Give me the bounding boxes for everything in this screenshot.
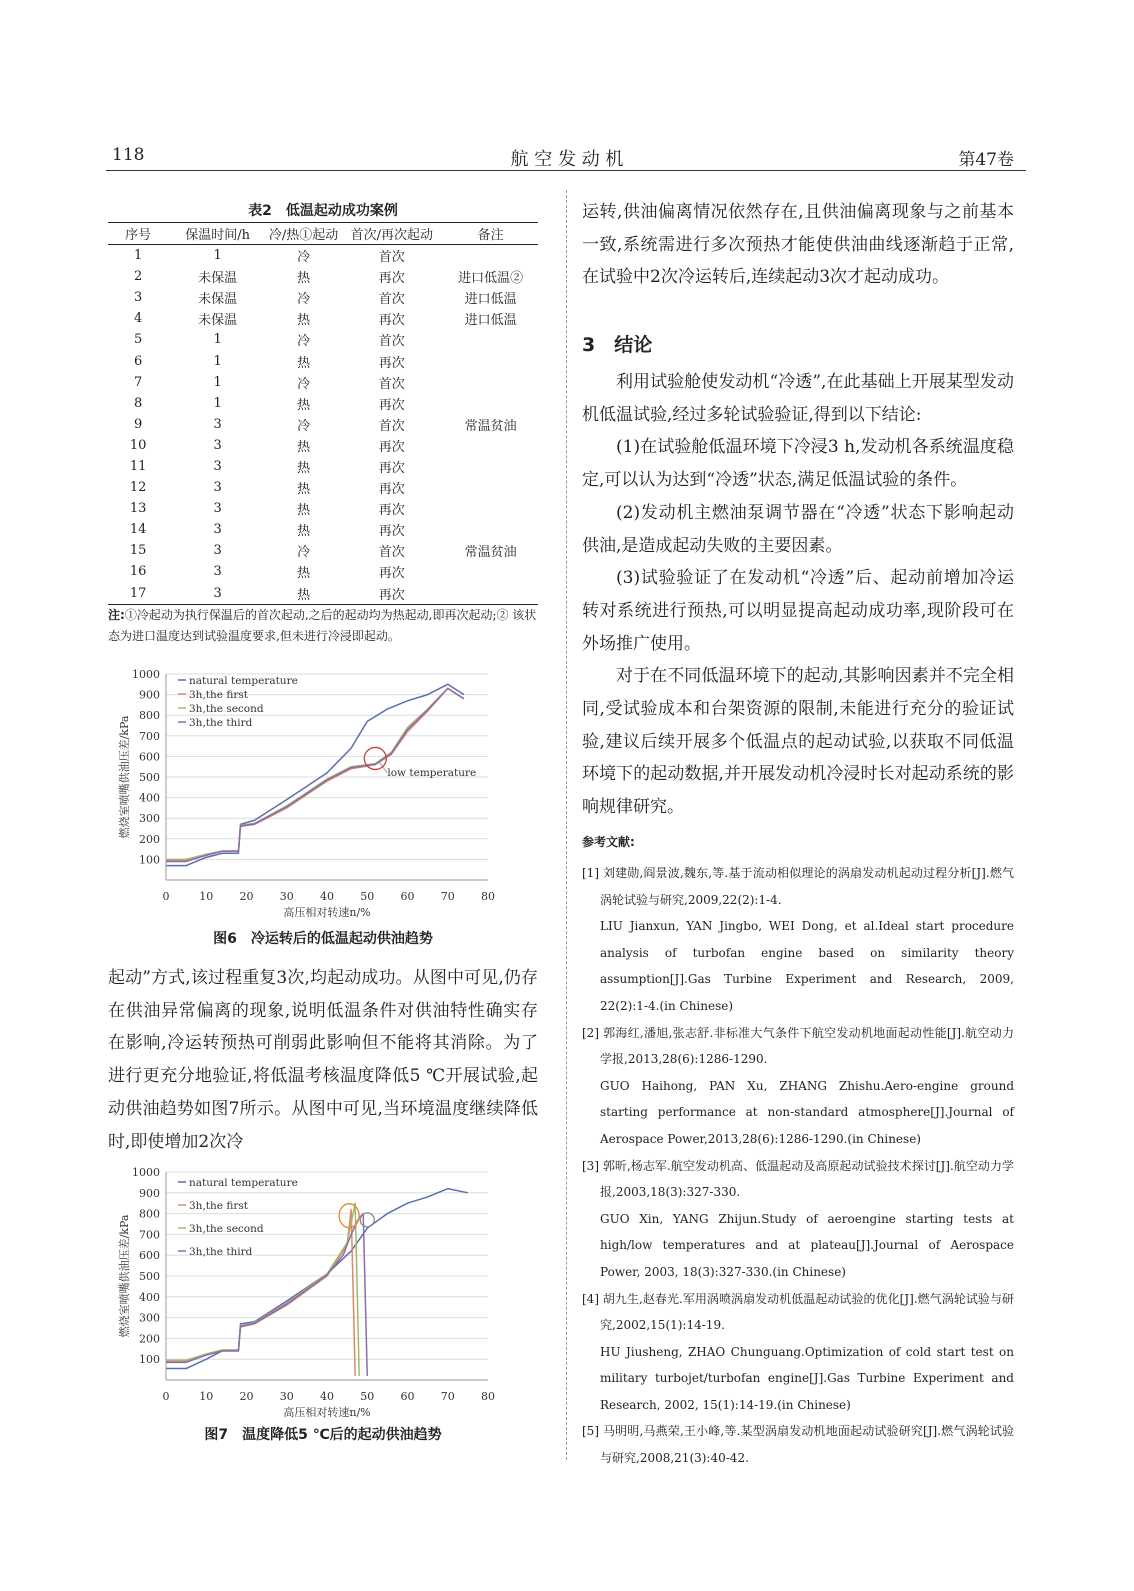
table-cell: 1 [213,248,222,264]
table-cell: 17 [108,583,168,605]
table-cell: 8 [133,395,143,411]
y-axis-label: 燃烧室喷嘴供油压差/kPa [118,715,131,839]
table-body [108,245,538,605]
x-tick-label: 0 [162,890,170,903]
table-cell: 2 [133,269,143,285]
series-line [166,1189,468,1369]
table-cell: 进口低温 [464,292,517,308]
table-cell: 未保温 [198,292,238,308]
figure-7-caption: 图7 温度降低5 ℃后的起动供油趋势 [204,1427,442,1443]
references-list [582,860,1014,1472]
figure-7-chart [108,1158,538,1420]
series-line [166,1214,367,1376]
table-cell: 常温贫油 [464,418,517,434]
x-axis-label: 高压相对转速n/% [283,1406,371,1419]
reference-item-en: LIU Jianxun, YAN Jingbo, WEI Dong, et al.Ideal start procedure analysis of turbofan engine based on similarity theory assumption[J].Gas Turbine Experiment and Research, 2009, 22(2):1-4.(in Chinese) [600,919,1014,1013]
references-heading: 参考文献: [582,835,635,849]
table-cell: 1 [213,353,222,369]
y-tick-label: 400 [139,1290,160,1304]
table-cell: 7 [133,374,143,390]
x-tick-label: 10 [199,890,214,903]
table-cell: 3 [213,480,222,496]
table-row [108,519,538,540]
legend-entry: 3h,the first [189,1200,248,1212]
table-row [108,498,538,519]
table-cell: 3 [213,543,222,559]
table-cell: 1 [213,332,222,348]
table-cell: 3 [213,522,222,538]
journal-title: 航 空 发 动 机 [510,149,624,170]
table-caption: 表2 低温起动成功案例 [248,203,398,219]
table-note [108,605,538,647]
table-cell: 未保温 [198,271,238,287]
y-tick-label: 700 [139,1228,160,1242]
x-tick-label: 10 [199,1390,214,1403]
y-tick-label: 700 [139,729,160,743]
x-tick-label: 40 [320,1390,334,1403]
legend-entry: 3h,the third [189,717,253,729]
column-header: 首次/再次起动 [340,223,443,245]
x-tick-label: 50 [360,890,375,903]
y-tick-label: 500 [139,1270,160,1283]
left-body-text [108,962,538,1158]
table-cell: 热 [297,460,311,476]
reference-item: [2] 郭海红,潘旭,张志舒.非标准大气条件下航空发动机地面起动性能[J].航空动力学报,2013,28(6):1286-1290. [582,1025,1014,1067]
table-cell: 热 [297,271,311,287]
table-row [108,414,538,435]
x-tick-label: 30 [279,1390,294,1403]
y-tick-label: 300 [139,812,160,826]
table-cell: 再次 [378,460,405,476]
table-cell: 1 [133,248,143,264]
table-cell: 热 [297,566,311,582]
table-cell: 再次 [378,313,405,329]
reference-item: [1] 刘建勋,阎景波,魏东,等.基于流动相似理论的涡扇发动机起动过程分析[J].燃气涡轮试验与研究,2009,22(2):1-4. [582,866,1014,907]
legend-entry: natural temperature [189,675,298,687]
table-cell [443,372,538,393]
y-tick-label: 600 [139,1249,160,1263]
y-tick-label: 600 [139,750,160,764]
table-cell: 10 [129,437,147,453]
table-cell: 再次 [378,439,405,455]
table-cell [443,245,538,267]
conclusion-paragraph: 利用试验舱使发动机“冷透”,在此基础上开展某型发动机低温试验,经过多轮试验验证,得到以下结论: [582,372,1014,425]
table-cell: 3 [213,501,222,517]
reference-item-en: GUO Haihong, PAN Xu, ZHANG Zhishu.Aero-engine ground starting performance at non-standard atmosphere[J].Journal of Aerospace Power,2013,28(6):1286-1290.(in Chinese) [600,1078,1014,1146]
table-cell [443,329,538,350]
table-cell [443,519,538,540]
column-header: 保温时间/h [168,223,267,245]
table-cell: 3 [213,564,222,580]
legend-entry: 3h,the second [189,703,264,715]
y-tick-label: 900 [139,688,160,702]
table-cell: 首次 [378,250,405,266]
column-header: 序号 [108,223,168,245]
table-cell: 再次 [378,397,405,413]
legend-entry: natural temperature [189,1177,298,1189]
table-cell: 首次 [378,376,405,392]
table-row [108,287,538,308]
right-paragraph: 运转,供油偏离情况依然存在,且供油偏离现象与之前基本一致,系统需进行多次预热才能使供油曲线逐渐趋于正常,在试验中2次冷运转后,连续起动3次才起动成功。 [582,202,1014,288]
y-tick-label: 300 [139,1311,160,1325]
y-tick-label: 100 [139,853,160,867]
x-axis-label: 高压相对转速n/% [283,906,371,919]
table-cell: 进口低温 [464,313,517,329]
x-tick-label: 70 [440,890,455,903]
note-text: ①冷起动为执行保温后的首次起动,之后的起动均为热起动,即再次起动;② 该状态为进口温度达到试验温度要求,但未进行冷浸即起动。 [108,608,537,643]
reference-item: [5] 马明明,马燕荣,王小峰,等.某型涡扇发动机地面起动试验研究[J].燃气涡轮试验与研究,2008,21(3):40-42. [582,1424,1014,1466]
table-cell: 14 [129,522,147,538]
conclusion-text [582,366,1014,824]
table-cell: 再次 [378,482,405,498]
legend-entry: 3h,the first [189,689,248,701]
conclusion-paragraph: (3)试验验证了在发动机“冷透”后、起动前增加冷运转对系统进行预热,可以明显提高起动成功率,现阶段可在外场推广使用。 [582,568,1014,654]
table-cell: 冷 [297,292,311,308]
table-cell: 冷 [297,334,311,350]
table-row [108,350,538,371]
x-tick-label: 0 [162,1390,170,1403]
table-row [108,561,538,582]
right-body-text-top [582,196,1014,294]
table-cell: 6 [133,353,143,369]
header-rule [106,170,1026,171]
table-cell [443,583,538,605]
table-cell: 12 [129,480,147,496]
figure-6-chart [108,660,538,920]
conclusion-paragraph: (2)发动机主燃油泵调节器在“冷透”状态下影响起动供油,是造成起动失败的主要因素。 [582,502,1014,556]
cases-table [108,222,538,605]
y-tick-label: 800 [139,1207,160,1221]
table-cell: 9 [133,416,143,432]
table-cell: 3 [213,437,222,453]
table-cell: 11 [129,458,147,474]
reference-item-en: GUO Xin, YANG Zhijun.Study of aeroengine starting tests at high/low temperatures and at plateau[J].Journal of Aerospace Power, 2003, 18(3):327-330.(in Chinese) [600,1211,1014,1279]
volume-label: 第47卷 [958,150,1014,170]
table-row [108,435,538,456]
table-cell: 再次 [378,503,405,519]
table-cell: 首次 [378,292,405,308]
table-header-row [108,223,538,245]
x-tick-label: 20 [239,1390,254,1403]
table-cell: 再次 [340,583,443,605]
x-tick-label: 50 [360,1390,375,1403]
y-tick-label: 1000 [132,1166,160,1179]
annotation-circle [360,1213,374,1227]
table-row [108,266,538,287]
table-cell: 热 [297,397,311,413]
reference-item-en: HU Jiusheng, ZHAO Chunguang.Optimization of cold start test on military turbojet/turbofan engine[J].Gas Turbine Experiment and Research, 2002, 15(1):14-19.(in Chinese) [600,1344,1014,1412]
table-row [108,308,538,329]
table-cell: 再次 [378,355,405,371]
table-cell: 3 [213,416,222,432]
y-tick-label: 500 [139,771,160,784]
table-cell: 热 [297,313,311,329]
table-cell: 1 [213,395,222,411]
x-tick-label: 60 [400,1390,415,1403]
table-cell: 再次 [378,271,405,287]
table-cell [443,477,538,498]
column-divider [566,190,567,1460]
table-row [108,245,538,267]
table-cell: 1 [213,374,222,390]
figure-6-caption: 图6 冷运转后的低温起动供油趋势 [213,931,433,947]
table-cell [443,350,538,371]
table-cell: 13 [129,501,147,517]
y-tick-label: 1000 [132,668,160,681]
table-cell: 3 [213,458,222,474]
left-paragraph: 起动”方式,该过程重复3次,均起动成功。从图中可见,仍存在供油异常偏离的现象,说明低温条件对供油特性确实存在影响,冷运转预热可削弱此影响但不能将其消除。为了进行更充分地验证,将低温考核温度降低5 ℃开展试验,起动供油趋势如图7所示。从图中可见,当环境温度继续降低时,即使增加2次冷 [108,968,538,1152]
table-cell: 5 [133,332,143,348]
section-heading: 3 结论 [582,334,653,356]
column-header: 备注 [443,223,538,245]
table-cell [443,435,538,456]
table-cell: 冷 [297,418,311,434]
x-tick-label: 60 [400,890,415,903]
x-tick-label: 80 [481,1390,495,1403]
legend-entry: 3h,the third [189,1246,253,1258]
table-cell: 3 [133,290,143,306]
conclusion-paragraph: (1)在试验舱低温环境下冷浸3 h,发动机各系统温度稳定,可以认为达到“冷透”状态,满足低温试验的条件。 [582,437,1014,491]
table-cell: 3 [168,583,267,605]
annotation-label: low temperature [387,766,477,779]
x-tick-label: 30 [279,890,294,903]
table-cell: 再次 [378,524,405,540]
table-cell: 首次 [378,418,405,434]
table-cell [443,561,538,582]
x-tick-label: 80 [481,890,495,903]
table-row [108,477,538,498]
reference-item: [4] 胡九生,赵春光.军用涡喷涡扇发动机低温起动试验的优化[J].燃气涡轮试验与研究,2002,15(1):14-19. [582,1291,1014,1333]
table-row [108,329,538,350]
table-cell [443,393,538,414]
table-cell [443,456,538,477]
table-row [108,583,538,605]
table-cell: 热 [297,355,311,371]
table-cell: 未保温 [198,313,238,329]
table-cell: 首次 [378,334,405,350]
table-cell: 首次 [378,545,405,561]
x-tick-label: 20 [239,890,254,903]
table-cell: 15 [129,543,147,559]
table-cell: 常温贫油 [464,545,517,561]
table-cell: 冷 [297,250,311,266]
y-tick-label: 900 [139,1186,160,1200]
table-cell: 热 [267,583,340,605]
table-cell [443,498,538,519]
table-row [108,540,538,561]
y-tick-label: 400 [139,791,160,805]
table-row [108,456,538,477]
y-axis-label: 燃烧室喷嘴供油压差/kPa [118,1214,131,1338]
legend-entry: 3h,the second [189,1223,264,1235]
conclusion-paragraph: 对于在不同低温环境下的起动,其影响因素并不完全相同,受试验成本和台架资源的限制,未能进行充分的验证试验,建议后续开展多个低温点的起动试验,以获取不同低温环境下的起动数据,并开展发动机冷浸时长对起动系统的影响规律研究。 [582,666,1014,818]
x-tick-label: 40 [320,890,334,903]
table-cell: 进口低温② [458,271,524,287]
page-number: 118 [112,145,145,165]
table-row [108,372,538,393]
y-tick-label: 100 [139,1353,160,1367]
table-cell: 热 [297,482,311,498]
y-tick-label: 200 [139,1332,160,1346]
table-cell: 热 [297,439,311,455]
reference-item: [3] 郭昕,杨志军.航空发动机高、低温起动及高原起动试验技术探讨[J].航空动力学报,2003,18(3):327-330. [582,1158,1014,1200]
table-cell: 冷 [297,545,311,561]
table-cell: 冷 [297,376,311,392]
table-cell: 16 [129,564,147,580]
note-label: 注: [108,608,125,622]
column-header: 冷/热①起动 [267,223,340,245]
x-tick-label: 70 [440,1390,455,1403]
y-tick-label: 800 [139,709,160,723]
table-cell: 再次 [378,566,405,582]
table-cell: 热 [297,524,311,540]
table-cell: 4 [133,311,143,327]
y-tick-label: 200 [139,832,160,846]
table-cell: 热 [297,503,311,519]
table-row [108,393,538,414]
